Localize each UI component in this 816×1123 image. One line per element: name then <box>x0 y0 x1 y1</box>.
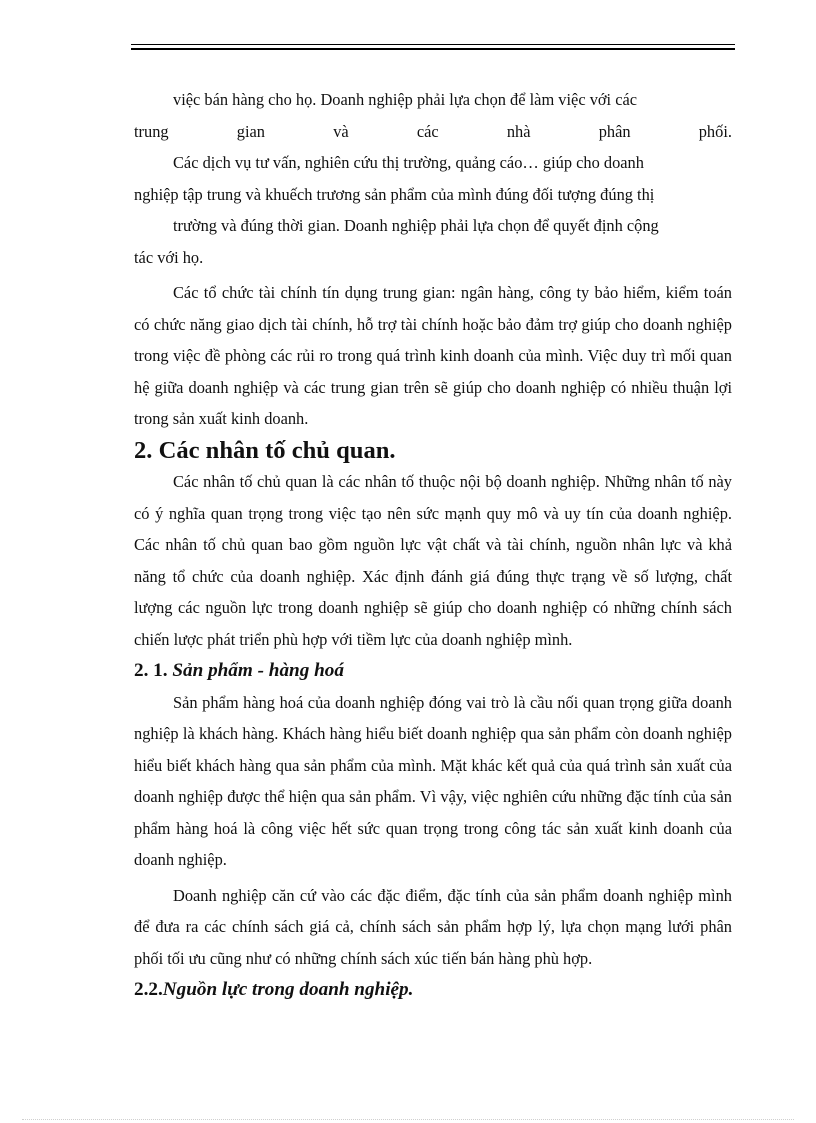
paragraph-5: Sản phẩm hàng hoá của doanh nghiệp đóng vai trò là cầu nối quan trọng giữa doanh nghiệp là khách hàng. Khách hàng hiểu biết doanh nghiệp qua sản phẩm còn doanh nghiệp hiểu biết khách hàng qua sản phẩm của mình. Mặt khác kết quả của quá trình sản xuất của doanh nghiệp được thể hiện qua sản phẩm. Vì vậy, việc nghiên cứu những đặc tính của sản phẩm hàng hoá là công việc hết sức quan trọng trong công tác sản xuất kinh doanh của doanh nghiệp. <box>134 692 732 869</box>
section-heading-2-2 <box>134 974 732 1006</box>
paragraph-3: Các tổ chức tài chính tín dụng trung gian: ngân hàng, công ty bảo hiểm, kiểm toán có chức năng giao dịch tài chính, hỗ trợ tài chính hoặc bảo đảm trợ giúp cho doanh nghiệp trong việc đề phòng các rủi ro trong quá trình kinh doanh của mình. Việc duy trì mối quan hệ giữa doanh nghiệp và các trung gian trên sẽ giúp cho doanh nghiệp có nhiều thuận lợi trong sản xuất kinh doanh. <box>134 283 732 428</box>
word: và <box>333 121 349 141</box>
header-rule-thick <box>131 48 735 50</box>
page-content <box>134 84 732 1006</box>
word: gian <box>236 121 266 141</box>
paragraph-1-line-1: việc bán hàng cho họ. Doanh nghiệp phải lựa chọn để làm việc với các <box>173 90 638 109</box>
paragraph-2-line-3: trường và đúng thời gian. Doanh nghiệp phải lựa chọn để quyết định cộng <box>173 216 659 235</box>
word: phân <box>598 121 631 141</box>
header-rule-thin <box>131 44 735 45</box>
word: nhà <box>506 121 531 141</box>
section-heading-2-1 <box>134 655 732 687</box>
heading-number: 2.2. <box>134 979 163 1000</box>
paragraph-6: Doanh nghiệp căn cứ vào các đặc điểm, đặc tính của sản phẩm doanh nghiệp mình để đưa ra các chính sách giá cả, chính sách sản phẩm hợp lý, lựa chọn mạng lưới phân phối tối ưu cũng như có những chính sách xúc tiến bán hàng phù hợp. <box>134 885 732 968</box>
paragraph-2-line-1: Các dịch vụ tư vấn, nghiên cứu thị trường, quảng cáo… giúp cho doanh <box>173 153 644 172</box>
word: trung <box>134 121 169 141</box>
section-heading-2: 2. Các nhân tố chủ quan. <box>134 436 396 464</box>
paragraph-2-line-4: tác với họ. <box>134 247 204 267</box>
page-bottom-border <box>22 1119 794 1120</box>
heading-title: Nguồn lực trong doanh nghiệp. <box>162 979 414 1000</box>
paragraph-2-line-2: nghiệp tập trung và khuếch trương sản phẩm của mình đúng đối tượng đúng thị <box>134 184 655 204</box>
paragraph-4: Các nhân tố chủ quan là các nhân tố thuộc nội bộ doanh nghiệp. Những nhân tố này có ý nghĩa quan trọng trong việc tạo nên sức mạnh quy mô và uy tín của doanh nghiệp. Các nhân tố chủ quan bao gồm nguồn lực vật chất và tài chính, nguồn nhân lực và khả năng tổ chức của doanh nghiệp. Xác định đánh giá đúng thực trạng về số lượng, chất lượng các nguồn lực trong doanh nghiệp sẽ giúp cho doanh nghiệp có những chính sách chiến lược phát triển phù hợp với tiềm lực của doanh nghiệp mình. <box>134 472 732 649</box>
word: các <box>416 121 439 141</box>
heading-number: 2. 1. <box>134 660 168 681</box>
paragraph-1-line-2 <box>134 116 732 148</box>
heading-title: Sản phẩm - hàng hoá <box>172 660 344 681</box>
word: phối. <box>698 121 732 141</box>
